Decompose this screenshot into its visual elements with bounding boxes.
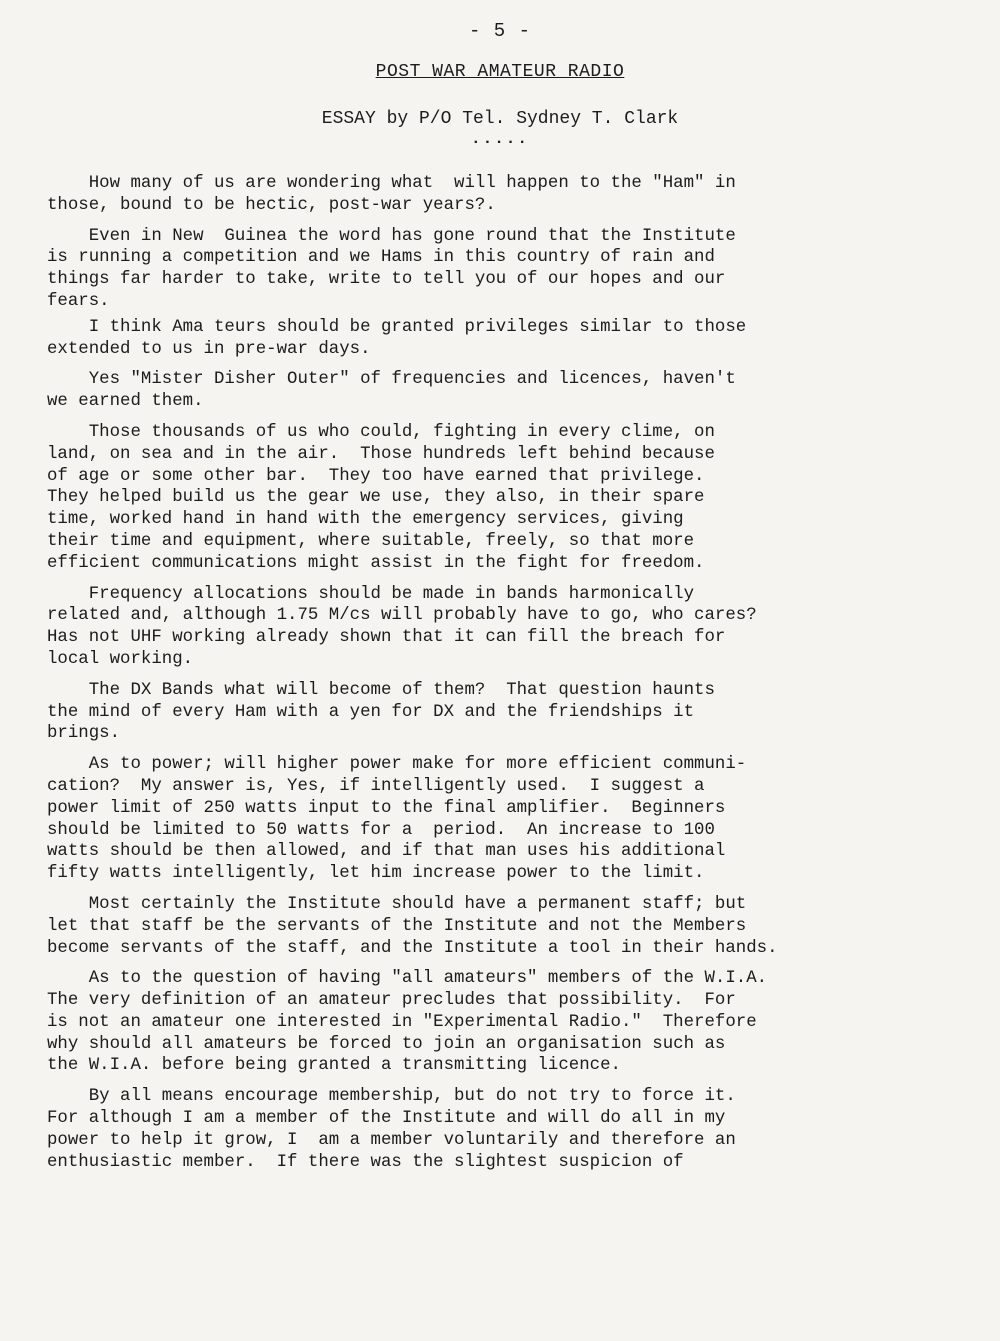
text-line: Frequency allocations should be made in bands harmonically xyxy=(47,584,695,604)
text-line: Even in New Guinea the word has gone round that the Institute xyxy=(47,226,736,246)
text-line: Most certainly the Institute should have a permanent staff; but xyxy=(47,894,747,914)
paragraph xyxy=(47,422,957,575)
paragraph xyxy=(47,754,957,885)
text-line: let that staff be the servants of the Institute and not the Members xyxy=(47,916,747,936)
paragraph xyxy=(47,1086,957,1173)
text-line: time, worked hand in hand with the emergency services, giving xyxy=(47,510,684,530)
page-number: - 5 - xyxy=(468,20,531,42)
paragraph xyxy=(47,369,957,413)
text-line: local working. xyxy=(47,649,194,669)
text-line: why should all amateurs be forced to join an organisation such as xyxy=(47,1034,726,1054)
text-line: related and, although 1.75 M/cs will probably have to go, who cares? xyxy=(47,606,757,626)
text-line: For although I am a member of the Institute and will do all in my xyxy=(47,1109,726,1129)
paragraph xyxy=(47,680,957,745)
text-line: those, bound to be hectic, post-war years?. xyxy=(47,195,496,215)
text-line: land, on sea and in the air. Those hundreds left behind because xyxy=(47,444,715,464)
text-line: Those thousands of us who could, fighting in every clime, on xyxy=(47,422,715,442)
text-line: As to the question of having "all amateurs" members of the W.I.A. xyxy=(47,969,768,989)
text-line: their time and equipment, where suitable, freely, so that more xyxy=(47,531,695,551)
text-line: power to help it grow, I am a member voluntarily and therefore an xyxy=(47,1130,736,1150)
text-line: become servants of the staff, and the Institute a tool in their hands. xyxy=(47,938,778,958)
text-line: How many of us are wondering what will happen to the "Ham" in xyxy=(47,174,736,193)
article-title: POST WAR AMATEUR RADIO xyxy=(375,62,625,82)
text-line: cation? My answer is, Yes, if intelligently used. I suggest a xyxy=(47,776,705,796)
paragraph xyxy=(47,226,957,313)
text-line: is not an amateur one interested in "Experimental Radio." Therefore xyxy=(47,1012,757,1032)
text-line: of age or some other bar. They too have earned that privilege. xyxy=(47,466,705,486)
text-line: fifty watts intelligently, let him increase power to the limit. xyxy=(47,864,705,884)
separator-dots: ..... xyxy=(470,130,529,148)
text-line: power limit of 250 watts input to the final amplifier. Beginners xyxy=(47,798,726,818)
text-line: The very definition of an amateur precludes that possibility. For xyxy=(47,991,736,1011)
text-line: By all means encourage membership, but do not try to force it. xyxy=(47,1087,736,1107)
text-line: enthusiastic member. If there was the slightest suspicion of xyxy=(47,1152,684,1172)
paragraph xyxy=(47,317,957,361)
text-line: fears. xyxy=(47,291,110,311)
text-line: is running a competition and we Hams in this country of rain and xyxy=(47,248,715,268)
paragraph xyxy=(47,968,957,1077)
paragraph xyxy=(47,584,957,671)
text-line: The DX Bands what will become of them? That question haunts xyxy=(47,680,715,700)
paragraph xyxy=(47,894,957,959)
text-line: extended to us in pre-war days. xyxy=(47,339,371,359)
text-line: watts should be then allowed, and if that man uses his additional xyxy=(47,842,726,862)
text-line: should be limited to 50 watts for a period. An increase to 100 xyxy=(47,820,715,840)
text-line: I think Ama teurs should be granted privileges similar to those xyxy=(47,317,747,337)
text-line: They helped build us the gear we use, they also, in their spare xyxy=(47,488,705,508)
text-line: Has not UHF working already shown that it can fill the breach for xyxy=(47,628,726,648)
article-body xyxy=(47,173,957,1182)
article-byline: ESSAY by P/O Tel. Sydney T. Clark xyxy=(321,109,679,129)
text-line: As to power; will higher power make for more efficient communi- xyxy=(47,755,747,775)
text-line: the mind of every Ham with a yen for DX and the friendships it xyxy=(47,702,695,722)
text-line: the W.I.A. before being granted a transmitting licence. xyxy=(47,1056,621,1076)
text-line: Yes "Mister Disher Outer" of frequencies and licences, haven't xyxy=(47,370,736,390)
text-line: we earned them. xyxy=(47,392,204,412)
paragraph xyxy=(47,173,957,217)
text-line: efficient communications might assist in the fight for freedom. xyxy=(47,553,705,573)
text-line: brings. xyxy=(47,724,121,744)
text-line: things far harder to take, write to tell you of our hopes and our xyxy=(47,270,726,290)
